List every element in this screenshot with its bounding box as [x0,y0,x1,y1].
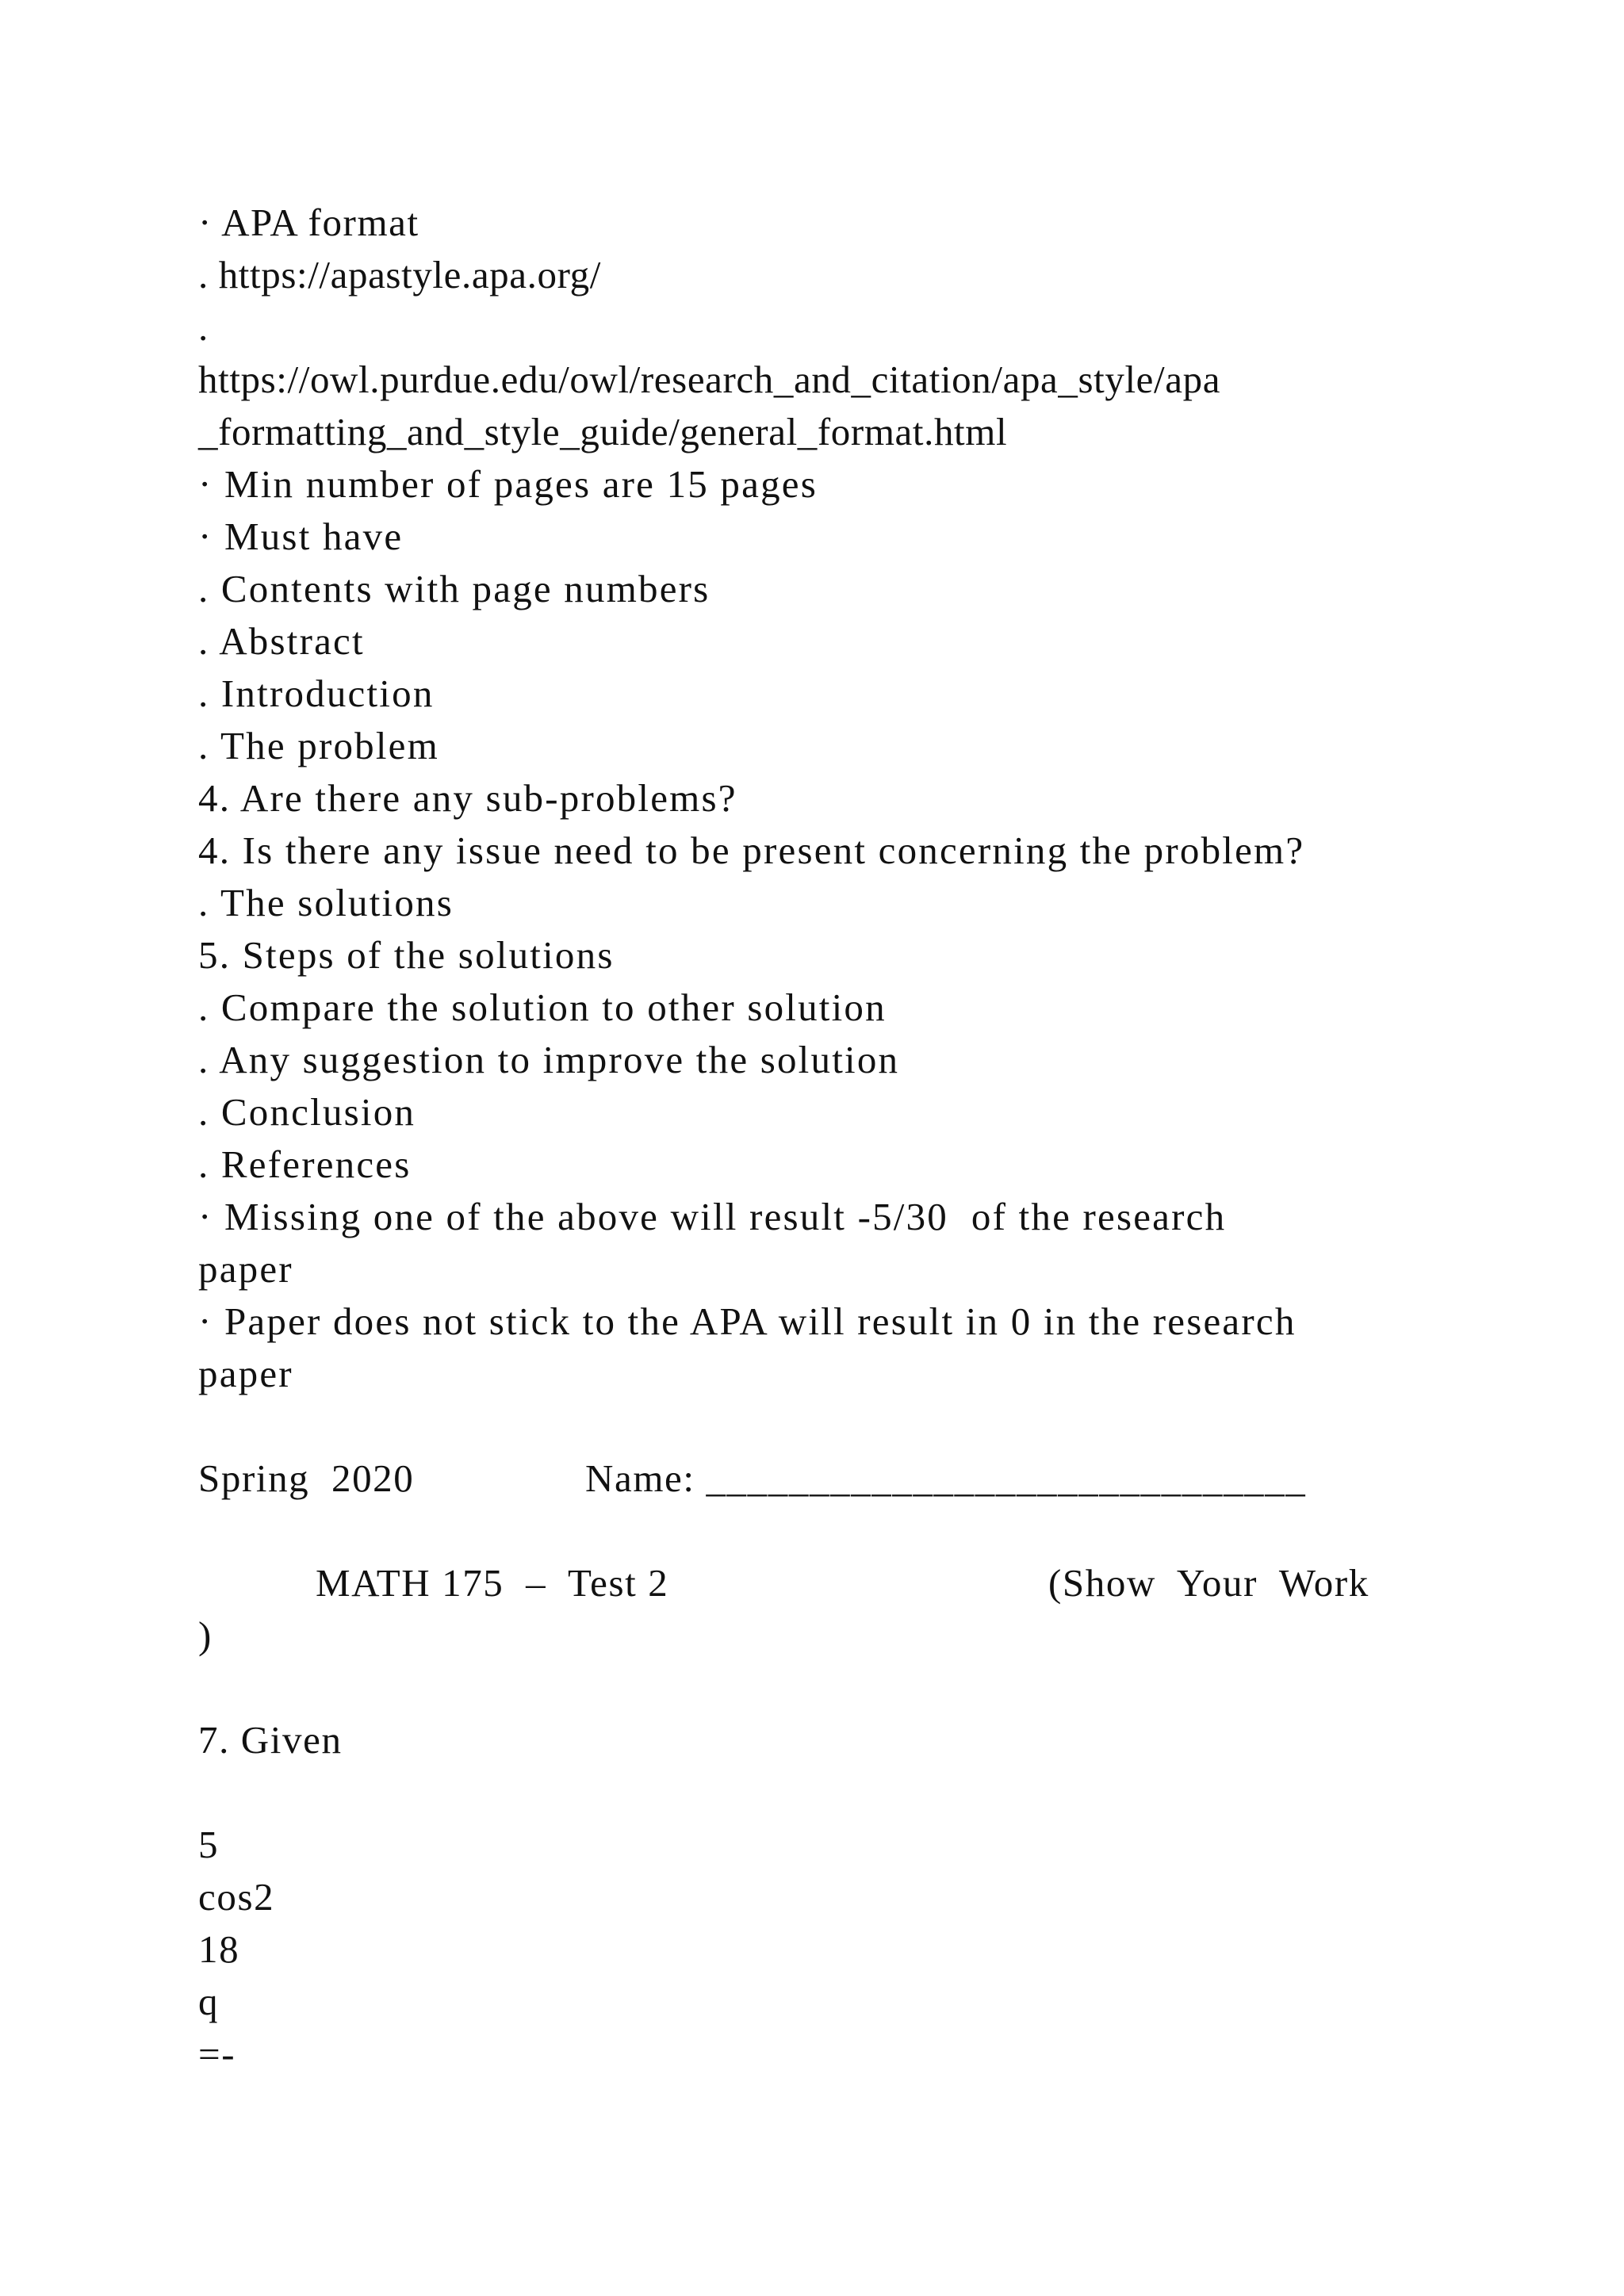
question-7: 7. Given [198,1718,343,1762]
item-issue-problem: 4. Is there any issue need to be present concerning the problem? [198,828,1305,872]
link-apastyle[interactable]: . https://apastyle.apa.org/ [198,253,601,297]
item-suggestion: . Any suggestion to improve the solution [198,1038,900,1081]
equation-denominator: 18 [198,1927,240,1971]
item-conclusion: . Conclusion [198,1090,416,1134]
item-sub-problems: 4. Are there any sub-problems? [198,776,737,820]
item-steps-solutions: 5. Steps of the solutions [198,933,615,977]
bullet-missing: · Missing one of the above will result -5/30 of the research [198,1195,1227,1238]
equation-equals: =- [198,2032,236,2076]
equation-theta: q [198,1980,220,2023]
item-abstract: . Abstract [198,619,365,663]
exam-instruction-close: ) [198,1613,213,1657]
bullet-apa-result-cont: paper [198,1352,293,1395]
exam-title: MATH 175 – Test 2 [316,1561,669,1605]
item-introduction: . Introduction [198,672,435,715]
bullet-min-pages: · Min number of pages are 15 pages [198,462,818,506]
bullet-must-have: · Must have [198,515,404,558]
link-purdue-owl[interactable]: https://owl.purdue.edu/owl/research_and_citation/apa_style/apa [198,358,1221,401]
item-compare-solution: . Compare the solution to other solution [198,985,887,1029]
equation-numerator: 5 [198,1823,220,1866]
link-purdue-owl-cont[interactable]: _formatting_and_style_guide/general_format.html [198,410,1008,453]
bullet-apa-format: · APA format [198,201,419,244]
list-dot: . [198,305,209,349]
item-references: . References [198,1142,412,1186]
exam-instruction: (Show Your Work [1048,1561,1369,1605]
item-solutions: . The solutions [198,881,454,924]
equation-cos: cos2 [198,1875,275,1919]
bullet-apa-result: · Paper does not stick to the APA will result in 0 in the research [198,1299,1297,1343]
exam-term: Spring 2020 [198,1456,415,1500]
item-problem: . The problem [198,724,439,767]
item-contents: . Contents with page numbers [198,567,710,610]
exam-name-field: Name: _____________________________ [585,1456,1307,1500]
bullet-missing-cont: paper [198,1247,293,1291]
